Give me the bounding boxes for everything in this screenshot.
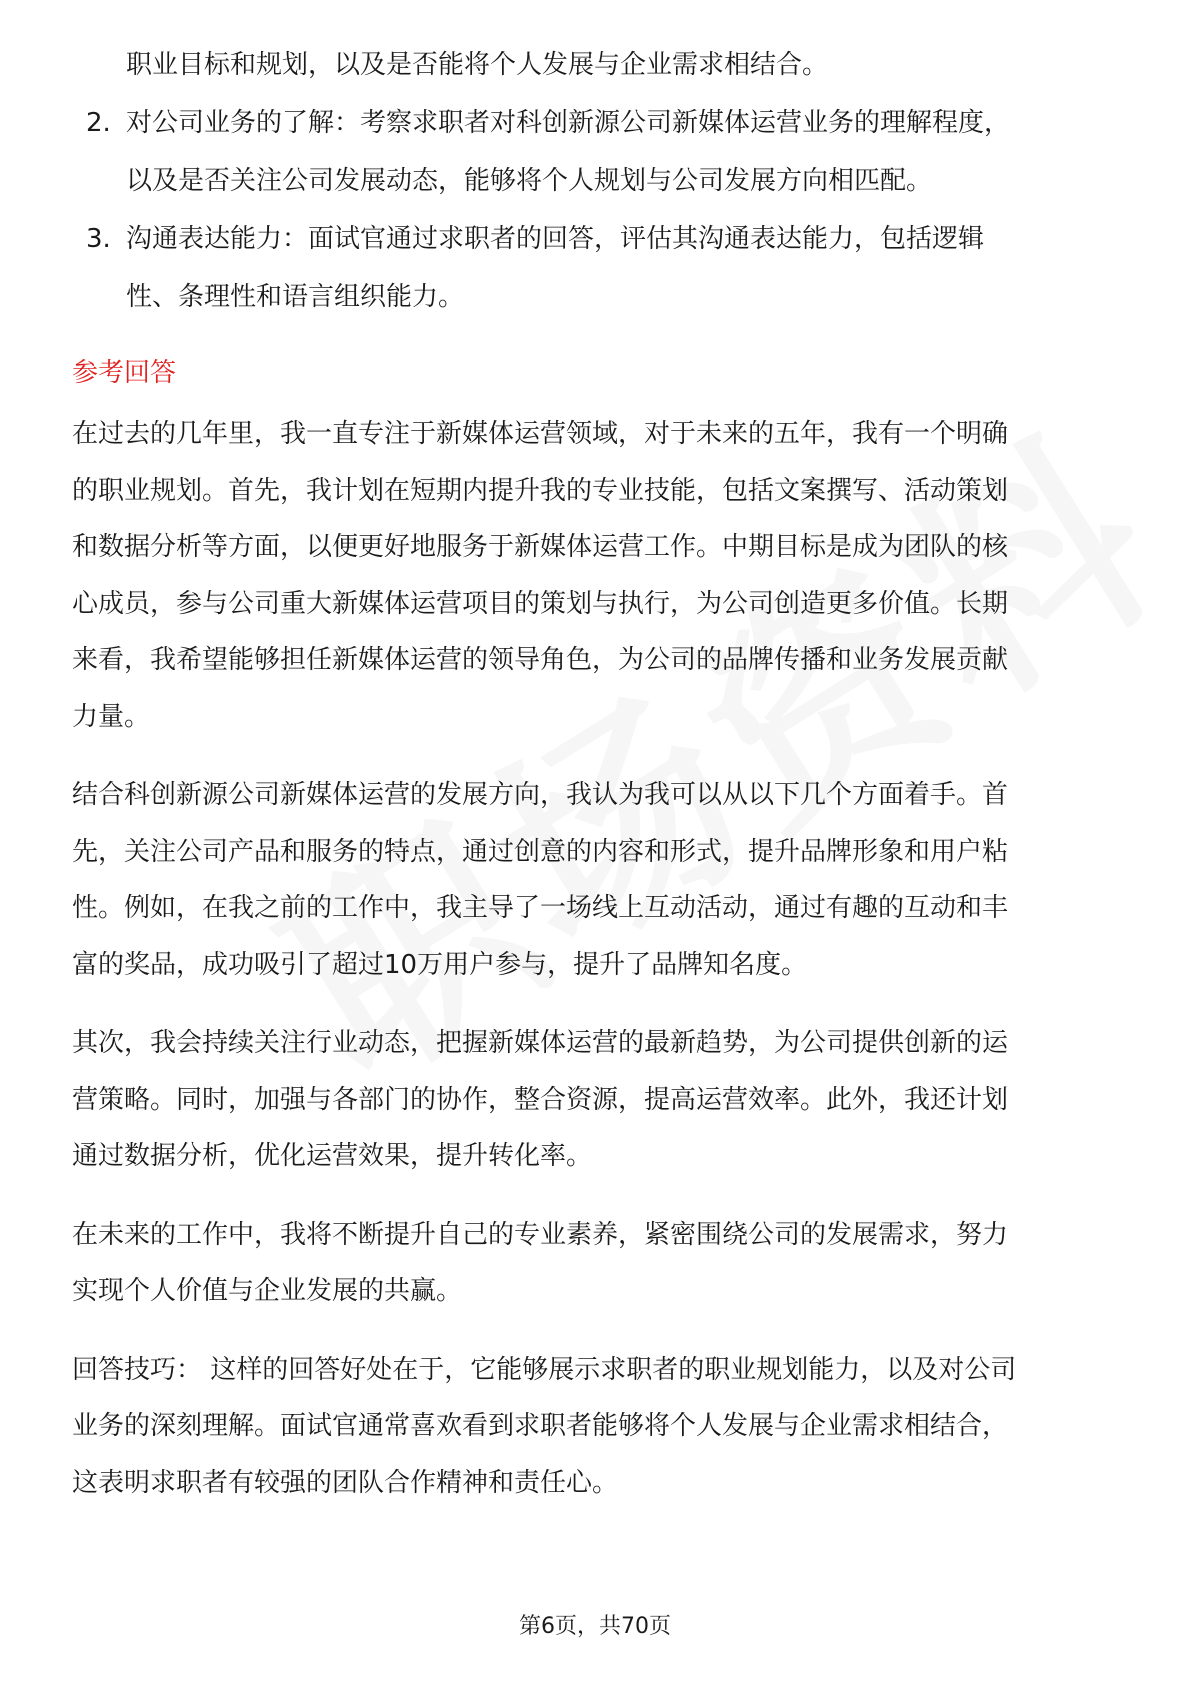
paragraph	[72, 1015, 1122, 1185]
paragraph-line: 先，关注公司产品和服务的特点，通过创意的内容和形式，提升品牌形象和用户粘	[72, 836, 1009, 867]
list-line: 沟通表达能力：面试官通过求职者的回答，评估其沟通表达能力，包括逻辑	[126, 224, 985, 254]
paragraph-line: 其次，我会持续关注行业动态，把握新媒体运营的最新趋势，为公司提供创新的运	[72, 1028, 1009, 1058]
list-item	[72, 210, 1122, 326]
list-continuation	[72, 36, 1122, 94]
paragraph	[72, 767, 1122, 993]
page-number-footer: 第6页，共70页	[519, 1614, 671, 1639]
paragraph-line: 回答技巧： 这样的回答好处在于，它能够展示求职者的职业规划能力，以及对公司	[72, 1354, 1017, 1385]
paragraph-line: 富的奖品，成功吸引了超过10万用户参与，提升了品牌知名度。	[72, 949, 808, 980]
paragraph-line: 营策略。同时，加强与各部门的协作，整合资源，提高运营效率。此外，我还计划	[72, 1084, 1009, 1115]
paragraph-line: 在未来的工作中，我将不断提升自己的专业素养，紧密围绕公司的发展需求，努力	[72, 1219, 1009, 1250]
paragraph	[72, 406, 1122, 745]
paragraph-line: 这表明求职者有较强的团队合作精神和责任心。	[72, 1467, 619, 1498]
list-line: 以及是否关注公司发展动态，能够将个人规划与公司发展方向相匹配。	[126, 166, 933, 196]
paragraph-line: 和数据分析等方面，以便更好地服务于新媒体运营工作。中期目标是成为团队的核	[72, 532, 1009, 562]
list-item-text	[126, 210, 984, 326]
paragraph-line: 性。例如，在我之前的工作中，我主导了一场线上互动活动，通过有趣的互动和丰	[72, 893, 1009, 923]
list-line: 对公司业务的了解：考察求职者对科创新源公司新媒体运营业务的理解程度，	[126, 108, 1011, 138]
page-content	[72, 36, 1122, 1533]
paragraph-line: 实现个人价值与企业发展的共赢。	[72, 1276, 463, 1306]
paragraph-line: 结合科创新源公司新媒体运营的发展方向，我认为我可以从以下几个方面着手。首	[72, 780, 1009, 810]
paragraph-line: 的职业规划。首先，我计划在短期内提升我的专业技能，包括文案撰写、活动策划	[72, 475, 1009, 506]
list-item	[72, 94, 1122, 210]
paragraph-answer-tips	[72, 1342, 1122, 1512]
list-number: 3.	[86, 224, 111, 254]
list-number: 2.	[86, 108, 111, 138]
section-heading: 参考回答	[72, 358, 177, 388]
paragraph-line: 业务的深刻理解。面试官通常喜欢看到求职者能够将个人发展与企业需求相结合，	[72, 1411, 1009, 1441]
paragraph-line: 来看，我希望能够担任新媒体运营的领导角色，为公司的品牌传播和业务发展贡献	[72, 645, 1009, 675]
paragraph	[72, 1207, 1122, 1320]
list-continuation-text: 职业目标和规划，以及是否能将个人发展与企业需求相结合。	[126, 50, 829, 80]
paragraph-line: 力量。	[72, 701, 151, 732]
list-item-text	[126, 94, 1010, 210]
paragraph-line: 在过去的几年里，我一直专注于新媒体运营领域，对于未来的五年，我有一个明确	[72, 419, 1009, 449]
list-line: 性、条理性和语言组织能力。	[126, 282, 465, 312]
paragraph-line: 心成员，参与公司重大新媒体运营项目的策划与执行，为公司创造更多价值。长期	[72, 588, 1009, 619]
paragraph-line: 通过数据分析，优化运营效果，提升转化率。	[72, 1141, 593, 1171]
numbered-list	[72, 94, 1122, 326]
